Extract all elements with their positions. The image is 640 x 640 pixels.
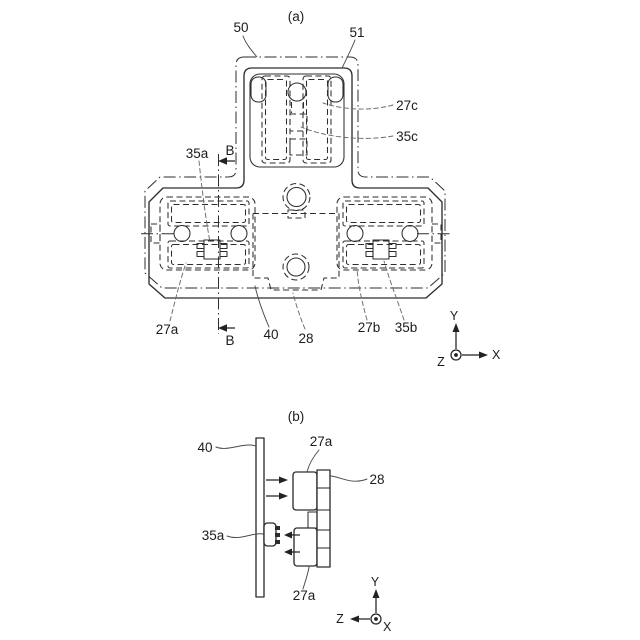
right-slot-top-inner	[347, 205, 421, 223]
arrow-right-2-head	[279, 493, 288, 500]
label-35a: 35a	[185, 146, 209, 161]
arrow-right-1-head	[279, 477, 288, 484]
view-b-leaders	[216, 445, 367, 589]
sensor-35a-tooth-3	[275, 540, 280, 544]
arrow-left-2-head	[284, 549, 292, 556]
sensor-35a-tooth-2	[275, 533, 280, 537]
axis-b-y-arrowhead	[373, 589, 380, 598]
label-27c: 27c	[396, 98, 418, 113]
axis-a-x-arrowhead	[479, 352, 488, 359]
axis-b-z-arrowhead	[350, 616, 359, 623]
head-ear-right	[328, 77, 343, 102]
sensor-35a-leg-2	[197, 252, 204, 257]
head-boss-circle	[288, 83, 306, 101]
axis-a-origin-dot	[454, 353, 458, 357]
axis-a-x-label: X	[492, 348, 501, 362]
sensor-35a-top-view	[197, 240, 227, 259]
left-slot-bottom-inner	[172, 245, 246, 265]
view-a-leaders	[170, 36, 404, 329]
label-27a: 27a	[155, 322, 179, 337]
label-b-35a: 35a	[201, 528, 225, 543]
leader-50	[243, 36, 257, 57]
axis-b-origin-dot	[374, 617, 378, 621]
view-a-caption: (a)	[287, 9, 305, 24]
label-b-27a-bottom: 27a	[292, 588, 316, 603]
left-slot-top-inner	[172, 205, 246, 223]
leader-b-28	[331, 476, 367, 481]
leader-27a	[170, 263, 186, 321]
housing-chain-outline	[145, 57, 445, 288]
bar-28-side	[317, 470, 330, 567]
block-connector	[308, 512, 317, 528]
plate-40-side	[256, 438, 264, 597]
block-27a-top	[293, 472, 317, 510]
sensor-35b-body	[373, 240, 389, 259]
head-recess-outline	[250, 74, 344, 167]
sensor-35b-leg-2	[366, 252, 373, 257]
section-arrow-bottom-head	[218, 324, 227, 332]
label-51: 51	[349, 25, 365, 40]
sensor-35a-leg-4	[220, 252, 227, 257]
section-arrow-top-head	[218, 157, 227, 165]
sensor-35a-tooth-1	[275, 526, 280, 530]
sensor-35b-top-view	[366, 240, 396, 259]
head-ear-left	[251, 77, 266, 102]
block-27a-bottom	[294, 528, 317, 566]
rail-right-inner	[307, 80, 328, 160]
axis-b-x-label: X	[383, 620, 392, 634]
label-b-28: 28	[369, 472, 385, 487]
leader-51	[342, 40, 355, 68]
leader-27b	[357, 268, 367, 320]
axis-a-y-arrowhead	[453, 323, 460, 332]
middle-hole-bottom-inner	[287, 258, 305, 276]
leader-b-27a-bottom	[303, 567, 309, 589]
leader-40	[255, 286, 269, 327]
rail-left-inner	[266, 80, 287, 160]
sensor-35b-leg-4	[389, 252, 396, 257]
view-a-labels	[156, 9, 418, 348]
sensor-35a-side-body	[264, 523, 276, 546]
axis-a-y-label: Y	[449, 309, 459, 323]
left-hole-1	[174, 226, 190, 242]
label-b-40: 40	[197, 440, 213, 455]
middle-hole-top-inner	[287, 188, 306, 207]
label-35b: 35b	[394, 320, 418, 335]
view-b-axes	[336, 575, 392, 634]
left-hole-2	[231, 226, 247, 242]
axis-b-y-label: Y	[370, 575, 380, 589]
view-a-axes	[437, 309, 501, 369]
right-slot-bottom-outer	[343, 241, 424, 268]
middle-plate-28	[253, 184, 339, 291]
axis-b-z-label: Z	[336, 612, 344, 626]
label-section-b-bottom: B	[225, 333, 235, 348]
arrow-left-1-head	[284, 532, 292, 539]
view-b	[197, 409, 392, 634]
leader-35c	[301, 127, 393, 138]
label-50: 50	[233, 20, 249, 35]
right-hole-1	[347, 226, 363, 242]
sensor-35a-body	[204, 240, 220, 259]
sensor-35a-side	[264, 523, 280, 546]
right-hole-2	[402, 226, 418, 242]
leader-b-40	[216, 445, 256, 448]
label-27b: 27b	[357, 320, 381, 335]
label-section-b-top: B	[225, 143, 235, 158]
axis-a-z-label: Z	[437, 355, 445, 369]
bar-28-body	[317, 470, 330, 567]
leader-b-27a-top	[307, 450, 319, 472]
view-a	[141, 9, 501, 369]
left-slot-bottom-outer	[168, 241, 249, 268]
view-b-labels	[197, 409, 384, 603]
block-35c-lower	[290, 139, 307, 155]
head-recess-group	[250, 74, 344, 167]
view-b-caption: (b)	[287, 409, 305, 424]
label-b-27a-top: 27a	[309, 434, 333, 449]
label-35c: 35c	[396, 129, 418, 144]
label-40: 40	[263, 327, 279, 342]
right-slot-bottom-inner	[347, 245, 421, 265]
label-28: 28	[298, 331, 314, 346]
